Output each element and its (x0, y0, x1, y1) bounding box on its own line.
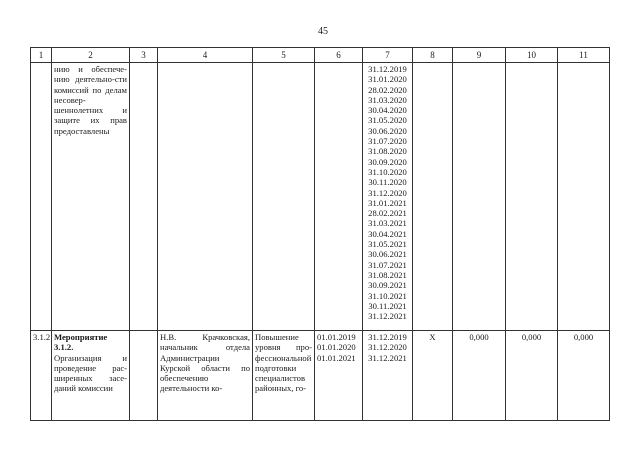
end-date: 31.08.2021 (368, 269, 407, 280)
end-date: 31.08.2020 (368, 146, 407, 157)
header-cell: 3 (130, 48, 158, 63)
result-cell: Повышение уровня про-фессиональной подготовки специалистов районных, го- (253, 331, 315, 421)
header-cell: 10 (506, 48, 558, 63)
end-date: 30.04.2020 (368, 105, 407, 116)
table-row-3-1-2 (31, 331, 610, 421)
header-cell: 8 (413, 48, 453, 63)
end-date: 28.02.2020 (368, 84, 407, 95)
end-dates-cell (363, 63, 413, 331)
indicator-x: Х (413, 331, 453, 421)
header-cell: 6 (315, 48, 363, 63)
end-date: 30.06.2020 (368, 125, 407, 136)
header-cell: 9 (453, 48, 506, 63)
end-date: 31.03.2021 (368, 218, 407, 229)
cell (31, 63, 52, 331)
cell (253, 63, 315, 331)
end-date: 31.12.2021 (368, 352, 407, 363)
cell (506, 63, 558, 331)
end-date: 30.11.2020 (368, 177, 407, 188)
end-date: 31.01.2021 (368, 197, 407, 208)
end-date: 31.12.2019 (368, 64, 407, 74)
end-date: 31.12.2020 (368, 187, 407, 198)
header-cell: 5 (253, 48, 315, 63)
activity-title: Мероприятие 3.1.2. (54, 332, 108, 353)
responsible-cell: Н.В. Крачковская, начальник отдела Администрации Курской области по обеспечению деятельности ко- (158, 331, 253, 421)
end-date: 31.10.2021 (368, 290, 407, 301)
header-cell: 4 (158, 48, 253, 63)
table-row-continuation (31, 63, 610, 331)
cell (453, 63, 506, 331)
header-cell: 2 (52, 48, 130, 63)
budget-2021: 0,000 (558, 331, 610, 421)
end-dates-cell (363, 331, 413, 421)
activity-cell (52, 331, 130, 421)
cell (158, 63, 253, 331)
header-cell: 7 (363, 48, 413, 63)
end-date: 30.06.2021 (368, 249, 407, 260)
end-date: 30.04.2021 (368, 228, 407, 239)
start-dates-cell (315, 331, 363, 421)
start-date: 01.01.2020 (317, 342, 356, 353)
budget-2019: 0,000 (453, 331, 506, 421)
end-date: 31.05.2020 (368, 115, 407, 126)
end-date: 31.12.2020 (368, 342, 407, 353)
end-date: 31.10.2020 (368, 166, 407, 177)
activity-description-cont: нию и обеспече-нию деятельно-сти комиссий по делам несовер-шеннолетних и защите их прав предоставлены (52, 63, 130, 331)
cell (130, 331, 158, 421)
end-date: 31.05.2021 (368, 239, 407, 250)
end-date: 31.12.2021 (368, 311, 407, 322)
end-date: 31.07.2021 (368, 259, 407, 270)
end-date: 31.01.2020 (368, 74, 407, 85)
cell (413, 63, 453, 331)
budget-2020: 0,000 (506, 331, 558, 421)
end-date: 31.07.2020 (368, 136, 407, 147)
header-cell: 1 (31, 48, 52, 63)
start-date: 01.01.2021 (317, 352, 356, 363)
end-date: 28.02.2021 (368, 208, 407, 219)
end-date: 30.11.2021 (368, 300, 407, 311)
end-date: 31.03.2020 (368, 94, 407, 105)
row-number: 3.1.2 (31, 331, 52, 421)
cell (315, 63, 363, 331)
end-date: 31.12.2019 (368, 332, 407, 342)
header-row (31, 48, 610, 63)
page-number: 45 (318, 26, 328, 37)
header-cell: 11 (558, 48, 610, 63)
cell (130, 63, 158, 331)
end-date: 30.09.2021 (368, 280, 407, 291)
activity-description: Организация и проведение рас-ширенных засе-даний комиссии (54, 352, 127, 394)
end-date: 30.09.2020 (368, 156, 407, 167)
activities-table (30, 47, 610, 421)
cell (558, 63, 610, 331)
start-date: 01.01.2019 (317, 332, 356, 342)
